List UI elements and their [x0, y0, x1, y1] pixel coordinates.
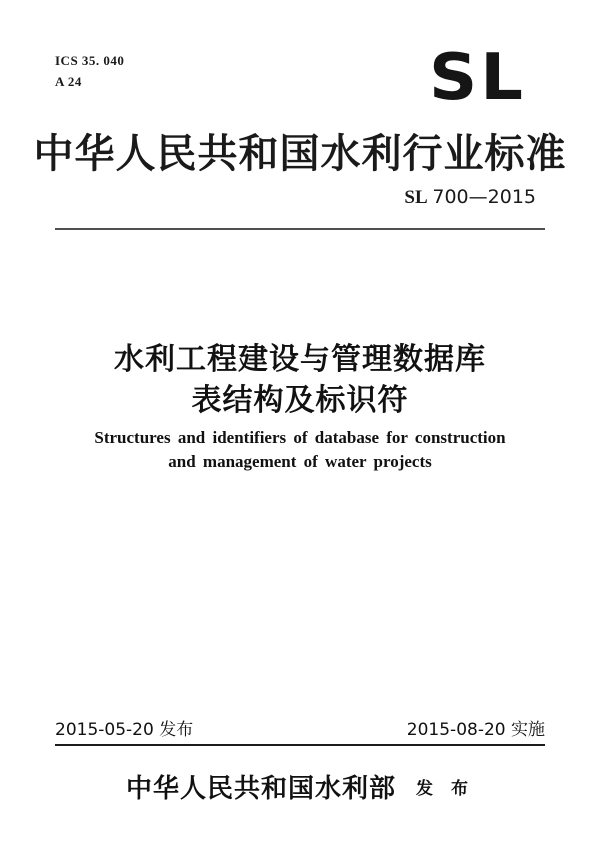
- sl-logo: SL: [429, 39, 526, 115]
- standard-code: [404, 187, 536, 208]
- header-rule: [55, 228, 545, 230]
- chinese-title-line2: 表结构及标识符: [191, 383, 409, 418]
- footer-rule: [55, 744, 545, 746]
- english-title: [0, 426, 600, 474]
- chinese-title: [0, 339, 600, 421]
- publisher-name: 中华人民共和国水利部: [126, 774, 397, 803]
- publisher-row: [0, 768, 600, 805]
- standard-code-prefix: SL: [404, 187, 428, 208]
- chinese-title-line1: 水利工程建设与管理数据库: [114, 342, 486, 377]
- ics-code: ICS 35. 040: [55, 53, 125, 68]
- issue-date: 2015-05-20: [55, 720, 154, 740]
- standard-code-number: 700—2015: [432, 186, 536, 208]
- implementation-date-item: [407, 719, 545, 741]
- english-title-line1: Structures and identifiers of database for construction: [94, 428, 506, 447]
- implementation-date: 2015-08-20: [406, 720, 506, 740]
- standard-type-title: 中华人民共和国水利行业标准: [33, 131, 567, 176]
- publisher-label: 发 布: [416, 779, 474, 799]
- issue-label: 发布: [159, 720, 194, 740]
- english-title-line2: and management of water projects: [168, 452, 432, 471]
- classification-code: A 24: [55, 74, 82, 89]
- implementation-label: 实施: [511, 720, 545, 740]
- ics-code-block: [55, 50, 124, 92]
- issue-date-item: [55, 719, 193, 741]
- dates-row: [55, 719, 545, 741]
